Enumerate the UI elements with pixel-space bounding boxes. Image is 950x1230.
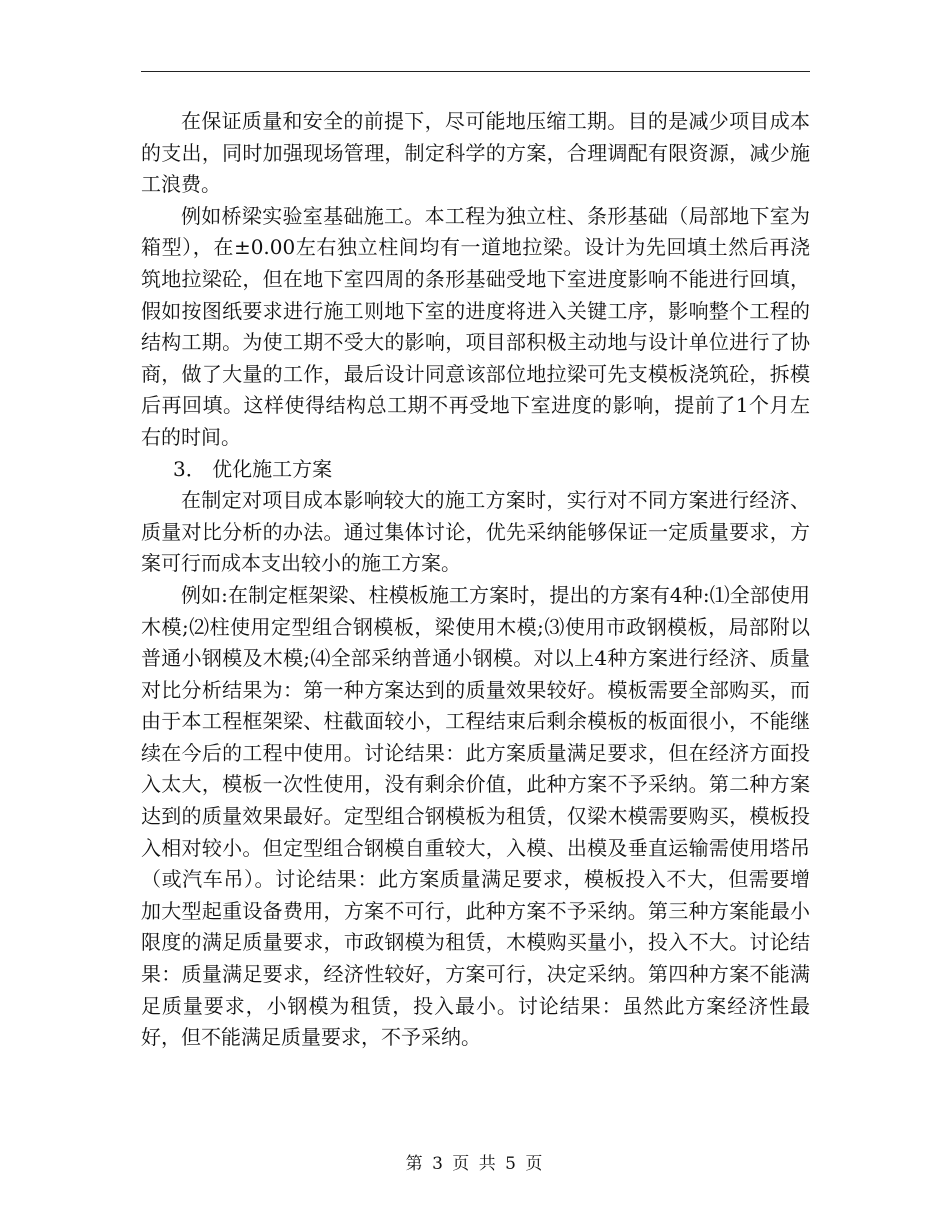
page-number-footer: 第 3 页 共 5 页 (405, 1154, 545, 1174)
paragraph-plan-comparison: 在制定对项目成本影响较大的施工方案时，实行对不同方案进行经济、质量对比分析的办法。通过集体讨论，优先采纳能够保证一定质量要求，方案可行而成本支出较小的施工方案。 (141, 488, 810, 576)
paragraph-schedule-compression: 在保证质量和安全的前提下，尽可能地压缩工期。目的是减少项目成本的支出，同时加强现场管理，制定科学的方案，合理调配有限资源，减少施工浪费。 (141, 109, 810, 197)
paragraph-bridge-lab-example: 例如桥梁实验室基础施工。本工程为独立柱、条形基础（局部地下室为箱型），在±0.00左右独立柱间均有一道地拉梁。设计为先回填土然后再浇筑地拉梁砼，但在地下室四周的条形基础受地下室进度影响不能进行回填，假如按图纸要求进行施工则地下室的进度将进入关键工序，影响整个工程的结构工期。为使工期不受大的影响，项目部积极主动地与设计单位进行了协商，做了大量的工作，最后设计同意该部位地拉梁可先支模板浇筑砼，拆模后再回填。这样使得结构总工期不再受地下室进度的影响，提前了1个月左右的时间。 (141, 203, 810, 449)
header-rule (141, 71, 810, 72)
paragraph-formwork-example: 例如:在制定框架梁、柱模板施工方案时，提出的方案有4种:⑴全部使用木模;⑵柱使用定型组合钢模板，梁使用木模;⑶使用市政钢模板，局部附以普通小钢模及木模;⑷全部采纳普通小钢模。对以上4种方案进行经济、质量对比分析结果为：第一种方案达到的质量效果较好。模板需要全部购买，而由于本工程框架梁、柱截面较小，工程结束后剩余模板的板面很小，不能继续在今后的工程中使用。讨论结果：此方案质量满足要求，但在经济方面投入太大，模板一次性使用，没有剩余价值，此种方案不予采纳。第二种方案达到的质量效果最好。定型组合钢模板为租赁，仅梁木模需要购买，模板投入相对较小。但定型组合钢模自重较大，入模、出模及垂直运输需使用塔吊（或汽车吊）。讨论结果：此方案质量满足要求，模板投入不大，但需要增加大型起重设备费用，方案不可行，此种方案不予采纳。第三种方案能最小限度的满足质量要求，市政钢模为租赁，木模购买量小，投入不大。讨论结果：质量满足要求，经济性较好，方案可行，决定采纳。第四种方案不能满足质量要求，小钢模为租赁，投入最小。讨论结果：虽然此方案经济性最好，但不能满足质量要求，不予采纳。 (141, 582, 810, 1050)
document-body (141, 106, 810, 1054)
section-heading-optimize-plan: 3． 优化施工方案 (173, 456, 333, 481)
